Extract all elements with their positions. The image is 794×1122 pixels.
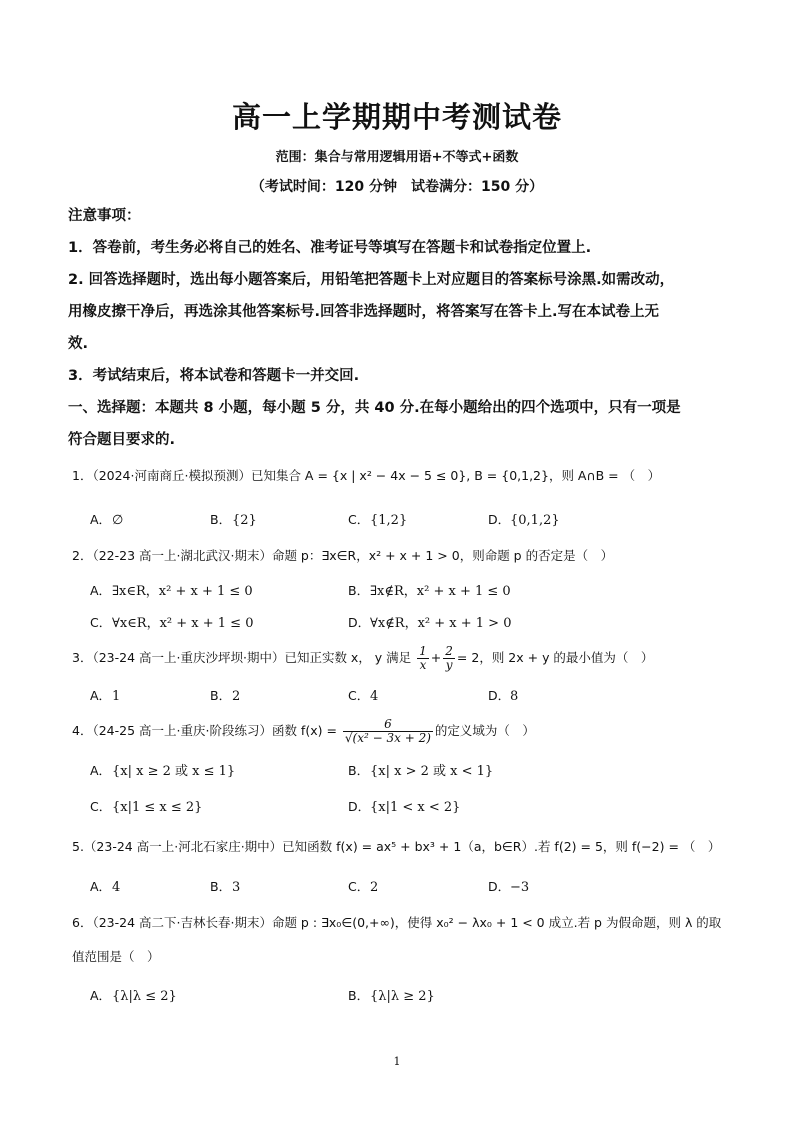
- option-value: 4: [112, 880, 121, 895]
- exam-scope: 范围：集合与常用逻辑用语+不等式+函数: [275, 150, 519, 165]
- option-letter: C．: [348, 879, 370, 894]
- question-4-stem: [72, 718, 732, 745]
- q1-option-d: [488, 510, 560, 528]
- q3-fraction-1-numerator: 1: [419, 644, 427, 658]
- q4-option-b: [348, 760, 493, 779]
- q3-fraction-2: [443, 645, 455, 672]
- option-letter: C．: [90, 615, 112, 630]
- option-letter: A．: [90, 688, 112, 703]
- option-value: ∃x∉R，x² + x + 1 ≤ 0: [370, 584, 511, 599]
- option-letter: B．: [210, 688, 232, 703]
- option-letter: C．: [348, 512, 370, 527]
- option-letter: D．: [348, 799, 371, 814]
- option-value: {2}: [232, 513, 257, 528]
- option-letter: C．: [348, 688, 370, 703]
- notice-item-2-line-3: 效.: [68, 336, 89, 352]
- page-title: 高一上学期期中考测试卷: [231, 100, 562, 134]
- notice-item-2-line-1: 2. 回答选择题时，选出每小题答案后，用铅笔把答题卡上对应题目的答案标号涂黑.如需改动，: [68, 272, 675, 288]
- q4-option-d: [348, 797, 460, 815]
- option-letter: A．: [90, 763, 112, 778]
- notice-item-1: 1．答卷前，考生务必将自己的姓名、准考证号等填写在答题卡和试卷指定位置上.: [68, 240, 592, 256]
- q3-option-a: [90, 686, 120, 704]
- option-letter: B．: [348, 763, 370, 778]
- option-value: {x| x > 2 或 x < 1}: [370, 764, 494, 779]
- q2-option-d: [348, 612, 511, 631]
- q4-stem-end: 的定义域为（ ）: [434, 723, 535, 738]
- option-letter: A．: [90, 988, 112, 1003]
- option-value: {x|1 < x < 2}: [370, 800, 461, 815]
- q5-option-d: [488, 877, 529, 895]
- q3-option-b: [210, 686, 240, 704]
- q5-option-a: [90, 877, 120, 895]
- option-value: 4: [370, 689, 379, 704]
- option-letter: A．: [90, 879, 112, 894]
- option-letter: B．: [210, 879, 232, 894]
- q3-fraction-2-denominator: y: [445, 658, 453, 672]
- q6-option-b: [348, 986, 435, 1004]
- option-value: {λ|λ ≤ 2}: [112, 989, 177, 1004]
- q2-option-a: [90, 580, 253, 599]
- q3-fraction-1-denominator: x: [419, 658, 427, 672]
- option-letter: A．: [90, 583, 112, 598]
- q3-option-c: [348, 686, 378, 704]
- q4-stem-start: 4．（24-25 高一上·重庆·阶段练习）函数 f(x) =: [72, 723, 337, 738]
- option-value: ∅: [112, 513, 124, 528]
- q4-fraction-numerator: 6: [343, 718, 433, 732]
- option-value: −3: [510, 880, 530, 895]
- q2-option-c: [90, 612, 253, 631]
- option-value: {x|1 ≤ x ≤ 2}: [112, 800, 203, 815]
- option-value: ∀x∉R，x² + x + 1 > 0: [370, 616, 512, 631]
- option-letter: B．: [348, 583, 370, 598]
- option-value: 8: [510, 689, 519, 704]
- option-value: 3: [232, 880, 241, 895]
- q6-option-a: [90, 986, 177, 1004]
- option-value: ∃x∈R，x² + x + 1 ≤ 0: [112, 584, 253, 599]
- q1-option-a: [90, 510, 123, 528]
- option-value: 2: [232, 689, 241, 704]
- q4-option-a: [90, 760, 235, 779]
- q3-stem-start: 3．（23-24 高一上·重庆沙坪坝·期中）已知正实数 x， y 满足: [72, 650, 412, 665]
- option-letter: B．: [210, 512, 232, 527]
- page-number: 1: [393, 1055, 401, 1068]
- option-value: {λ|λ ≥ 2}: [370, 989, 435, 1004]
- q3-fraction-1: [417, 645, 429, 672]
- q3-fraction-2-numerator: 2: [445, 644, 453, 658]
- q5-option-b: [210, 877, 240, 895]
- option-letter: D．: [488, 688, 511, 703]
- option-value: {x| x ≥ 2 或 x ≤ 1}: [112, 764, 236, 779]
- option-letter: D．: [488, 512, 511, 527]
- option-letter: D．: [348, 615, 371, 630]
- question-6-stem-line-2: 值范围是（ ）: [72, 949, 160, 964]
- question-2-stem: 2．（22-23 高一上·湖北武汉·期末）命题 p：∃x∈R，x² + x + 1 > 0，则命题 p 的否定是（ ）: [72, 548, 614, 563]
- q4-fraction: [343, 718, 433, 745]
- exam-time: （考试时间：120 分钟 试卷满分：150 分）: [250, 179, 544, 195]
- question-6-stem-line-1: 6．（23-24 高二下·吉林长春·期末）命题 p : ∃x₀∈(0,+∞)，使得 x₀² − λx₀ + 1 < 0 成立.若 p 为假命题，则 λ 的取: [72, 915, 722, 930]
- option-letter: A．: [90, 512, 112, 527]
- option-value: 2: [370, 880, 379, 895]
- q2-option-b: [348, 580, 511, 599]
- option-value: {1,2}: [370, 513, 408, 528]
- question-3-stem: 3．（23-24 高一上·重庆沙坪坝·期中）已知正实数 x， y 满足 $\frac{1}{x}$ + $\frac{2}{y}$ = 2，则 2x + y 的最小值为（ ）: [72, 644, 654, 672]
- section-heading-line-1: 一、选择题：本题共 8 小题，每小题 5 分，共 40 分.在每小题给出的四个选项中，只有一项是: [68, 400, 681, 416]
- section-heading-line-2: 符合题目要求的.: [68, 432, 176, 448]
- q4-option-c: [90, 797, 202, 815]
- notice-item-3: 3．考试结束后，将本试卷和答题卡一并交回.: [68, 368, 360, 384]
- notice-item-2-line-2: 用橡皮擦干净后，再选涂其他答案标号.回答非选择题时，将答案写在答卡上.写在本试卷上无: [68, 304, 660, 320]
- question-1-stem: 1．（2024·河南商丘·模拟预测）已知集合 A = {x | x² − 4x − 5 ≤ 0}, B = {0,1,2}，则 A∩B = （ ）: [72, 468, 661, 483]
- option-value: {0,1,2}: [510, 513, 560, 528]
- notice-heading: 注意事项：: [68, 208, 141, 224]
- option-letter: C．: [90, 799, 112, 814]
- q4-fraction-denominator: √(x² − 3x + 2): [344, 731, 431, 745]
- q1-option-b: [210, 510, 257, 528]
- q5-option-c: [348, 877, 378, 895]
- option-value: ∀x∈R，x² + x + 1 ≤ 0: [112, 616, 254, 631]
- q3-stem-end: = 2，则 2x + y 的最小值为（ ）: [456, 650, 654, 665]
- option-letter: B．: [348, 988, 370, 1003]
- q3-option-d: [488, 686, 518, 704]
- option-letter: D．: [488, 879, 511, 894]
- option-value: 1: [112, 689, 121, 704]
- question-5-stem: 5.（23-24 高一上·河北石家庄·期中）已知函数 f(x) = ax⁵ + bx³ + 1（a，b∈R）.若 f(2) = 5，则 f(−2) = （ ）: [72, 839, 721, 854]
- q1-option-c: [348, 510, 407, 528]
